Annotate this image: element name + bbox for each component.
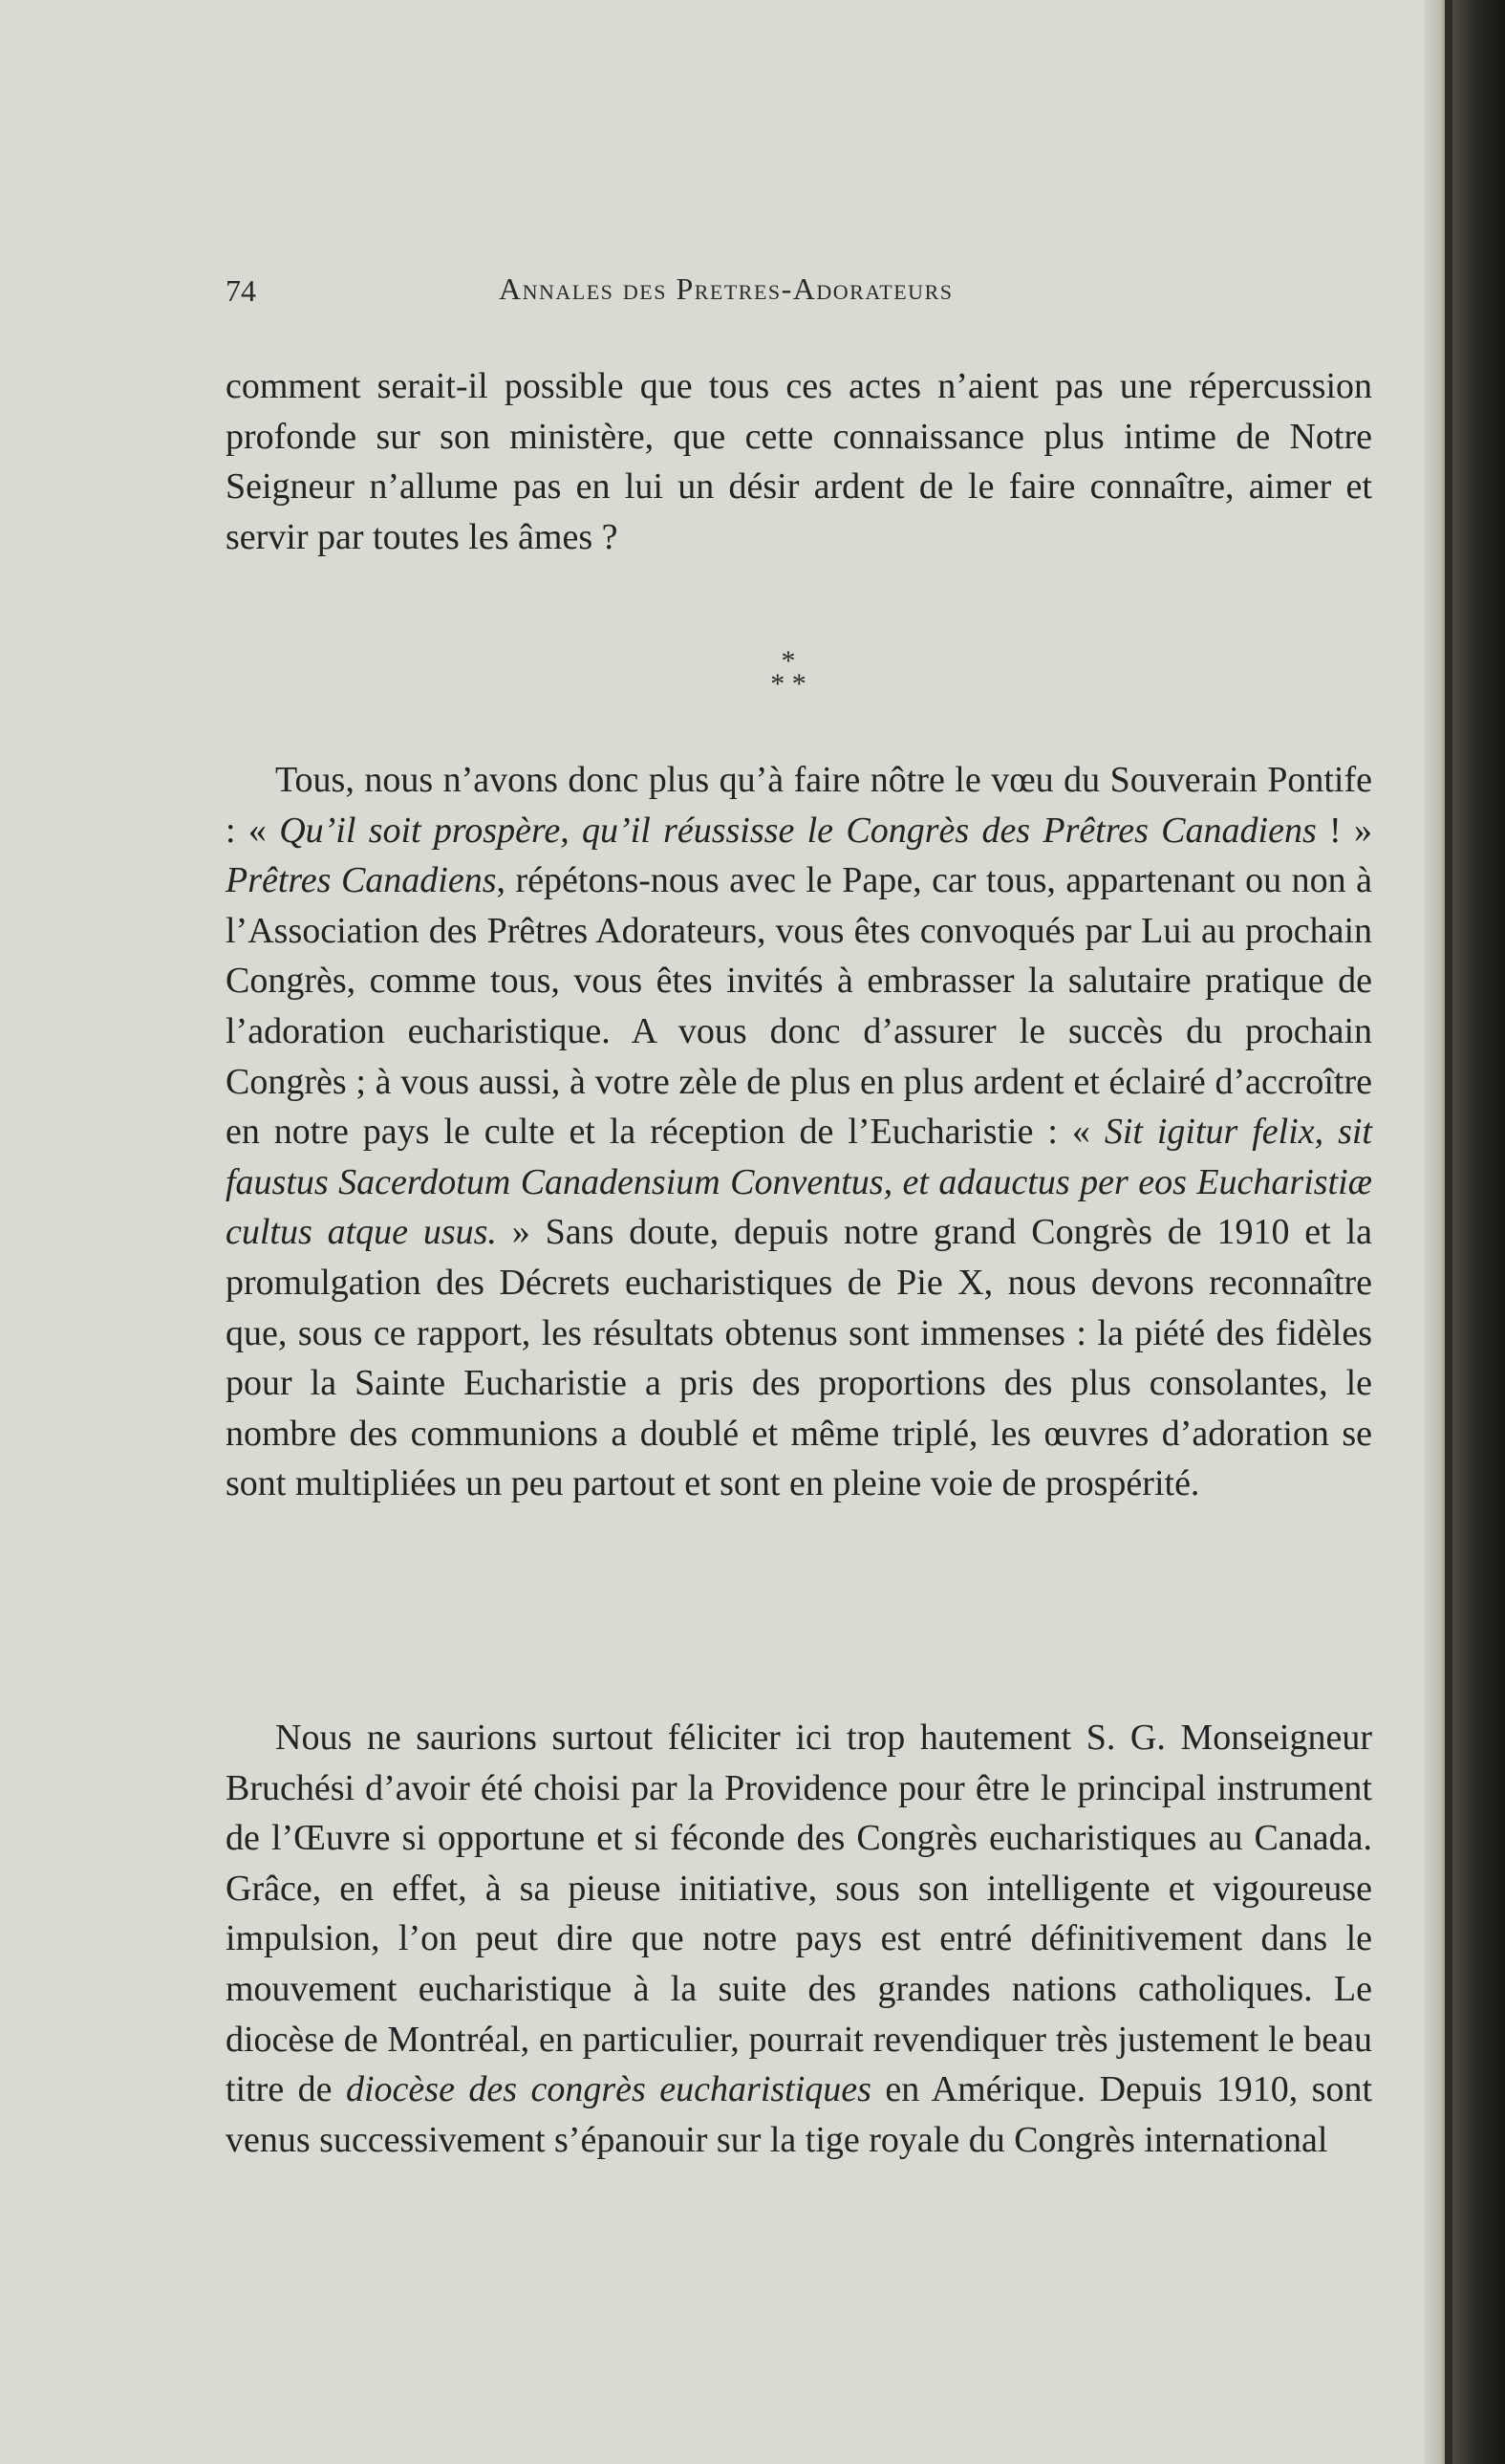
paragraph-3-text-a: Nous ne saurions surtout féliciter ici trop hautement S. G. Monseigneur Bruchési d’avoir été choisi par la Providence pour être le principal instrument de l’Œuvre si opportune et si féconde des Congrès eucharistiques au Canada. Grâce, en effet, à sa pieuse initiative, sous son intelligente et vigoureuse impulsion, l’on peut dire que notre pays est entré définitivement dans le mouvement eucharistique à la suite des grandes nations catholiques. Le diocèse de Montréal, en particulier, pourrait revendiquer très justement le beau titre de [226, 1718, 1372, 2110]
paragraph-2 [226, 755, 1372, 1509]
paragraph-2-text-g: » Sans doute, depuis notre grand Congrès de 1910 et la promulgation des Décrets eucharistiques de Pie X, nous devons reconnaître que, sous ce rapport, les résultats obtenus sont immenses : la piété des fidèles pour la Sainte Eucharistie a pris des proportions des plus consolantes, le nombre des communions a doublé et même triplé, les œuvres d’adoration se sont multipliées un peu partout et sont en pleine voie de prospérité. [226, 1212, 1372, 1504]
paragraph-3-diocese-italic: diocèse des congrès eucharistiques [346, 2069, 871, 2110]
paragraph-2-text-c: ! » [1316, 810, 1373, 851]
paragraph-2-text-a: Tous, nous n’avons donc plus qu’à faire nôtre le vœu du Souverain Pontife : « [226, 760, 1372, 851]
paragraph-1-text: comment serait-il possible que tous ces actes n’aient pas une répercussion profonde sur son ministère, que cette connaissance plus intime de Notre Seigneur n’allume pas en lui un désir ardent de le faire connaître, aimer et servir par toutes les âmes ? [226, 366, 1372, 557]
paragraph-2-latin-italic: Sit igitur felix, sit faustus Sacerdotum Canadensium Conventus, et adauctus per eos Eucharistiæ cultus atque usus. [226, 1112, 1372, 1253]
section-separator [755, 645, 822, 700]
running-title: Annales des Pretres-Adorateurs [499, 271, 954, 306]
separator-star-top: * [781, 645, 796, 677]
book-spine [1452, 0, 1505, 2464]
paragraph-2-pretres-italic: Prêtres Canadiens [226, 860, 497, 901]
page-header [222, 270, 1378, 317]
paragraph-3-text-c: en Amérique. Depuis 1910, sont venus successivement s’épanouir sur la tige royale du Congrès international [226, 2069, 1373, 2160]
page-number: 74 [226, 273, 256, 308]
paragraph-3 [226, 1713, 1372, 2165]
paragraph-1 [226, 361, 1372, 562]
page-edge-shadow [1424, 0, 1445, 2464]
separator-star-bottom: * * [770, 668, 806, 700]
paragraph-2-text-e: , répétons-nous avec le Pape, car tous, appartenant ou non à l’Association des Prêtres Adorateurs, vous êtes convoqués par Lui au prochain Congrès, comme tous, vous êtes invités à embrasser la salutaire pratique de l’adoration eucharistique. A vous donc d’assurer le succès du prochain Congrès ; à vous aussi, à votre zèle de plus en plus ardent et éclairé d’accroître en notre pays le culte et la réception de l’Eucharistie : « [226, 860, 1372, 1153]
paragraph-2-quote-italic: Qu’il soit prospère, qu’il réussisse le Congrès des Prêtres Canadiens [279, 810, 1317, 851]
